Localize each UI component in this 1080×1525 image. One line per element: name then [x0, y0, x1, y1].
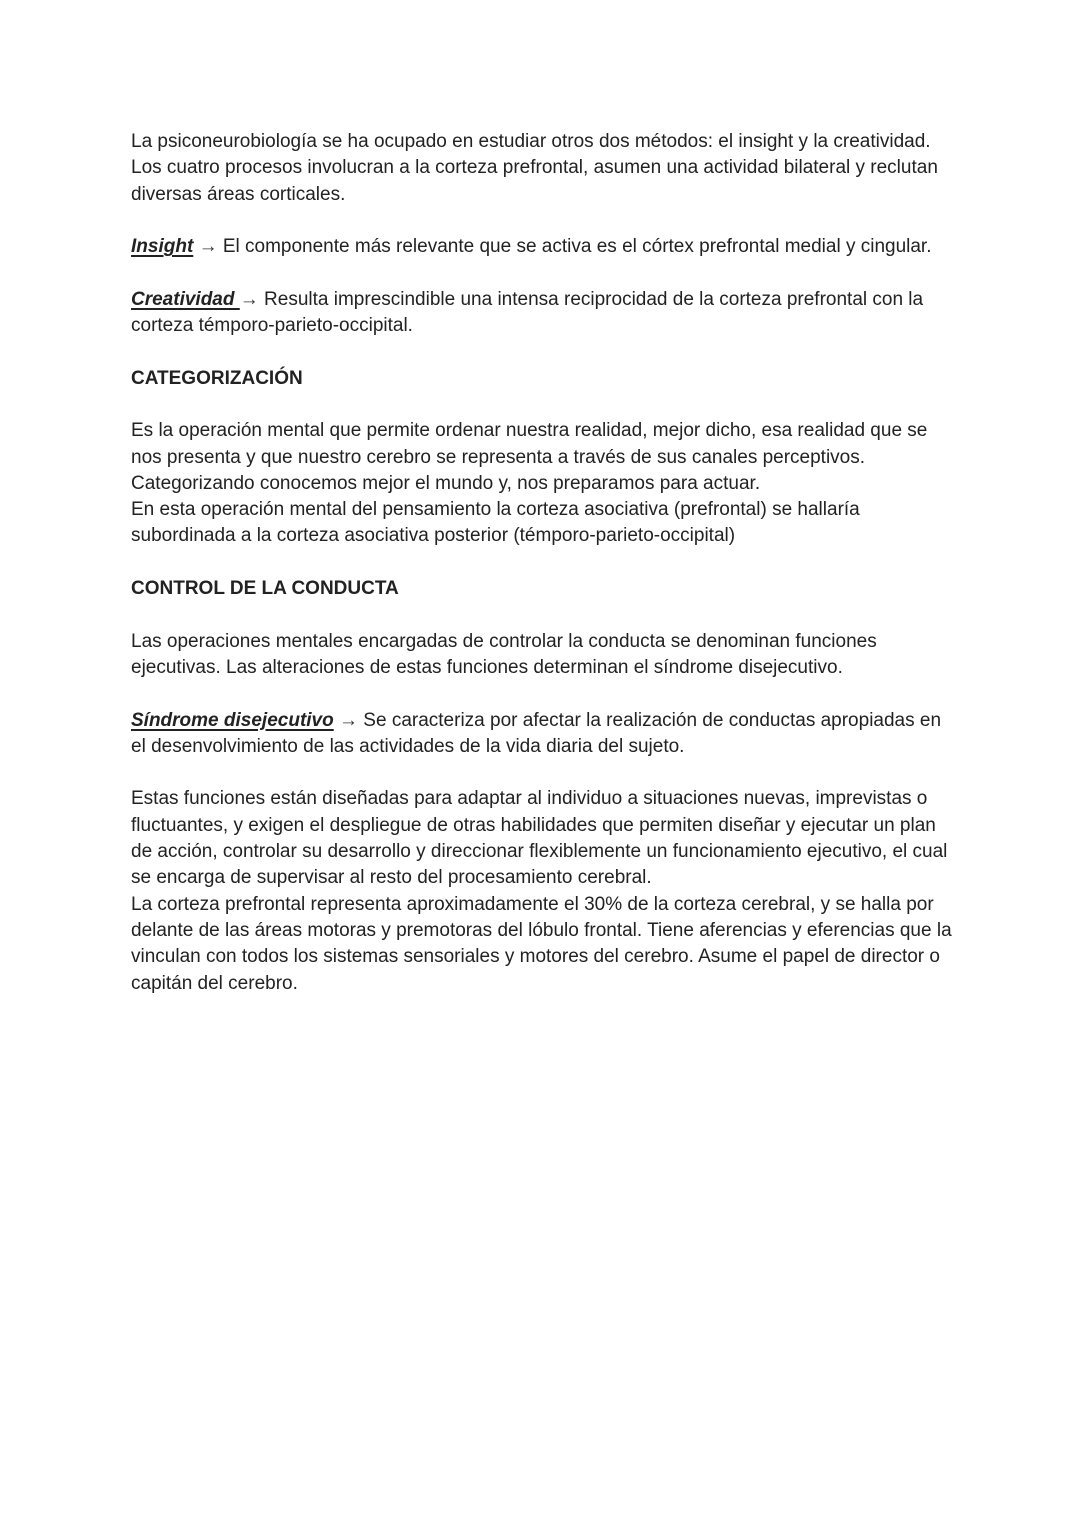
control-paragraph-3: La corteza prefrontal representa aproximadamente el 30% de la corteza cerebral, y se halla por delante de las áreas motoras y premotoras del lóbulo frontal. Tiene aferencias y eferencias que la vinculan con todos los sistemas sensoriales y motores del cerebro. Asume el papel de director o capitán del cerebro.: [131, 893, 952, 994]
arrow-icon: →: [339, 709, 359, 731]
control-paragraph-1: Las operaciones mentales encargadas de controlar la conducta se denominan funciones ejecutivas. Las alteraciones de estas funciones determinan el síndrome disejecutivo.: [131, 630, 877, 678]
creatividad-definition: [131, 287, 961, 340]
arrow-icon: →: [239, 288, 259, 310]
spacer: [131, 208, 961, 234]
document-page: [131, 129, 961, 997]
spacer: [131, 602, 961, 628]
spacer: [131, 550, 961, 576]
categorizacion-paragraph-3: En esta operación mental del pensamiento la corteza asociativa (prefrontal) se hallaría subordinada a la corteza asociativa posterior (témporo-parieto-occipital): [131, 499, 860, 547]
intro-paragraph-1: La psiconeurobiología se ha ocupado en estudiar otros dos métodos: el insight y la creatividad.: [131, 131, 931, 152]
spacer: [131, 339, 961, 365]
creatividad-term: Creatividad: [131, 288, 240, 310]
insight-term: Insight: [131, 236, 194, 258]
spacer: [131, 681, 961, 707]
categorizacion-paragraph-2: Categorizando conocemos mejor el mundo y, nos preparamos para actuar.: [131, 472, 761, 494]
categorizacion-paragraph-1: Es la operación mental que permite ordenar nuestra realidad, mejor dicho, esa realidad que se nos presenta y que nuestro cerebro se representa a través de sus canales perceptivos.: [131, 420, 928, 468]
creatividad-text: Resulta imprescindible una intensa reciprocidad de la corteza prefrontal con la corteza témporo-parieto-occipital.: [131, 288, 924, 337]
intro-paragraph-2: Los cuatro procesos involucran a la corteza prefrontal, asumen una actividad bilateral y reclutan diversas áreas corticales.: [131, 157, 938, 205]
spacer: [131, 392, 961, 418]
insight-definition: [131, 234, 961, 260]
spacer: [131, 260, 961, 286]
insight-text: El componente más relevante que se activa es el córtex prefrontal medial y cingular.: [222, 236, 932, 258]
control-heading: CONTROL DE LA CONDUCTA: [131, 578, 399, 600]
sindrome-term: Síndrome disejecutivo: [131, 709, 334, 731]
sindrome-text: Se caracteriza por afectar la realización de conductas apropiadas en el desenvolvimiento de las actividades de la vida diaria del sujeto.: [131, 709, 942, 757]
spacer: [131, 760, 961, 786]
categorizacion-heading: CATEGORIZACIÓN: [131, 367, 303, 389]
control-paragraph-2: Estas funciones están diseñadas para adaptar al individuo a situaciones nuevas, imprevistas o fluctuantes, y exigen el despliegue de otras habilidades que permiten diseñar y ejecutar un plan de acción, controlar su desarrollo y direccionar flexiblemente un funcionamiento ejecutivo, el cual se encarga de supervisar al resto del procesamiento cerebral.: [131, 788, 948, 889]
arrow-icon: →: [198, 236, 218, 258]
sindrome-definition: [131, 708, 961, 761]
